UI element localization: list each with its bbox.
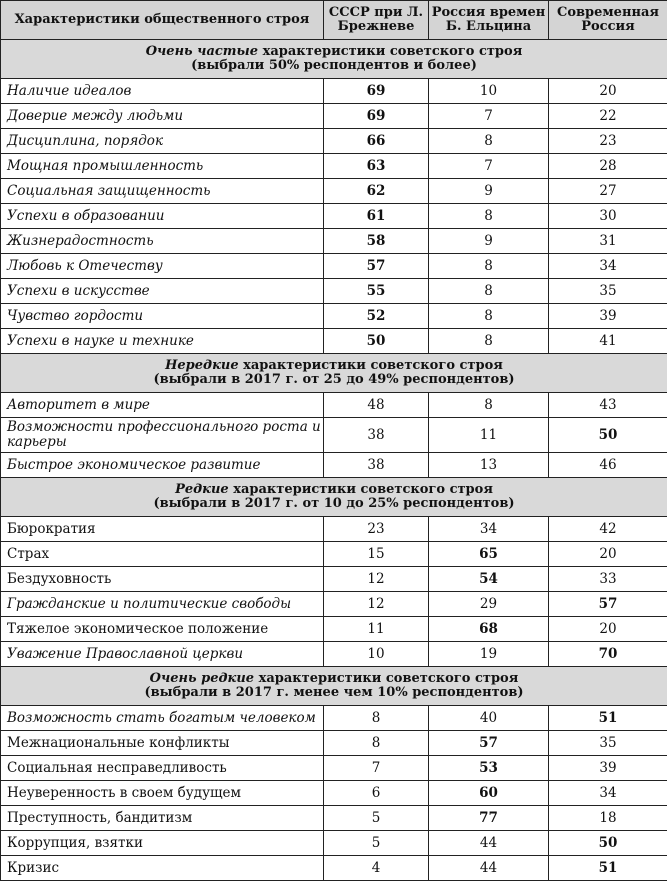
- row-label: Гражданские и политические свободы: [1, 592, 324, 617]
- value-modern: 46: [549, 453, 667, 478]
- value-ussr: 66: [324, 129, 429, 154]
- value-ussr: 38: [324, 453, 429, 478]
- section-title: [1, 40, 667, 79]
- value-ussr: 11: [324, 617, 429, 642]
- value-yeltsin: 10: [429, 79, 549, 104]
- value-yeltsin: 8: [429, 329, 549, 354]
- value-yeltsin: 53: [429, 756, 549, 781]
- value-modern: 50: [549, 831, 667, 856]
- section-title: [1, 667, 667, 706]
- value-modern: 41: [549, 329, 667, 354]
- section-header: [1, 354, 667, 393]
- value-ussr: 58: [324, 229, 429, 254]
- value-ussr: 55: [324, 279, 429, 304]
- section-title-rest: характеристики советского строя: [258, 44, 523, 59]
- table-row: [1, 129, 667, 154]
- table-row: [1, 706, 667, 731]
- value-modern: 43: [549, 393, 667, 418]
- value-yeltsin: 7: [429, 154, 549, 179]
- table-row: [1, 418, 667, 453]
- value-ussr: 12: [324, 567, 429, 592]
- section-subtitle: (выбрали в 2017 г. от 10 до 25% респондентов): [153, 496, 515, 511]
- value-modern: 20: [549, 542, 667, 567]
- table-row: [1, 856, 667, 881]
- value-yeltsin: 8: [429, 204, 549, 229]
- table-row: [1, 567, 667, 592]
- row-label: Возможность стать богатым человеком: [1, 706, 324, 731]
- value-yeltsin: 44: [429, 831, 549, 856]
- table-row: [1, 731, 667, 756]
- row-label: Успехи в образовании: [1, 204, 324, 229]
- value-ussr: 50: [324, 329, 429, 354]
- table-row: [1, 279, 667, 304]
- value-modern: 51: [549, 706, 667, 731]
- row-label: Коррупция, взятки: [1, 831, 324, 856]
- value-yeltsin: 77: [429, 806, 549, 831]
- row-label: Социальная защищенность: [1, 179, 324, 204]
- value-ussr: 69: [324, 79, 429, 104]
- row-label: Дисциплина, порядок: [1, 129, 324, 154]
- row-label: Жизнерадостность: [1, 229, 324, 254]
- section-header: [1, 40, 667, 79]
- row-label: Межнациональные конфликты: [1, 731, 324, 756]
- row-label: Чувство гордости: [1, 304, 324, 329]
- value-modern: 31: [549, 229, 667, 254]
- value-modern: 18: [549, 806, 667, 831]
- section-title-rest: характеристики советского строя: [238, 358, 503, 373]
- table-row: [1, 831, 667, 856]
- row-label: Кризис: [1, 856, 324, 881]
- value-yeltsin: 68: [429, 617, 549, 642]
- section-lead: Редкие: [175, 482, 229, 497]
- value-ussr: 61: [324, 204, 429, 229]
- value-yeltsin: 9: [429, 229, 549, 254]
- section-title: [1, 478, 667, 517]
- value-ussr: 5: [324, 831, 429, 856]
- row-label: Возможности профессионального роста и карьеры: [1, 418, 324, 453]
- table-body: [1, 40, 667, 881]
- table-row: [1, 781, 667, 806]
- header-ussr-brezhnev: СССР при Л. Брежневе: [324, 1, 429, 40]
- value-yeltsin: 44: [429, 856, 549, 881]
- row-label: Бездуховность: [1, 567, 324, 592]
- value-modern: 57: [549, 592, 667, 617]
- value-ussr: 69: [324, 104, 429, 129]
- row-label: Преступность, бандитизм: [1, 806, 324, 831]
- row-label: Любовь к Отечеству: [1, 254, 324, 279]
- table-row: [1, 806, 667, 831]
- section-lead: Нередкие: [165, 358, 239, 373]
- table-row: [1, 453, 667, 478]
- value-yeltsin: 9: [429, 179, 549, 204]
- value-yeltsin: 40: [429, 706, 549, 731]
- value-ussr: 57: [324, 254, 429, 279]
- row-label: Успехи в науке и технике: [1, 329, 324, 354]
- value-yeltsin: 34: [429, 517, 549, 542]
- value-modern: 33: [549, 567, 667, 592]
- table-row: [1, 756, 667, 781]
- value-yeltsin: 19: [429, 642, 549, 667]
- row-label: Быстрое экономическое развитие: [1, 453, 324, 478]
- section-header: [1, 478, 667, 517]
- value-modern: 30: [549, 204, 667, 229]
- row-label: Страх: [1, 542, 324, 567]
- table-row: [1, 617, 667, 642]
- row-label: Неуверенность в своем будущем: [1, 781, 324, 806]
- value-ussr: 62: [324, 179, 429, 204]
- value-ussr: 8: [324, 731, 429, 756]
- section-title-rest: характеристики советского строя: [254, 671, 519, 686]
- table-row: [1, 642, 667, 667]
- value-yeltsin: 8: [429, 304, 549, 329]
- table-row: [1, 304, 667, 329]
- value-modern: 20: [549, 617, 667, 642]
- table-row: [1, 393, 667, 418]
- section-lead: Очень частые: [145, 44, 259, 59]
- value-yeltsin: 8: [429, 279, 549, 304]
- row-label: Бюрократия: [1, 517, 324, 542]
- row-label: Наличие идеалов: [1, 79, 324, 104]
- section-lead: Очень редкие: [149, 671, 255, 686]
- row-label: Мощная промышленность: [1, 154, 324, 179]
- value-yeltsin: 8: [429, 129, 549, 154]
- section-title: [1, 354, 667, 393]
- value-yeltsin: 60: [429, 781, 549, 806]
- value-yeltsin: 54: [429, 567, 549, 592]
- table-row: [1, 79, 667, 104]
- section-subtitle: (выбрали в 2017 г. менее чем 10% респондентов): [144, 685, 524, 700]
- table-row: [1, 204, 667, 229]
- value-modern: 42: [549, 517, 667, 542]
- table-row: [1, 154, 667, 179]
- value-ussr: 38: [324, 418, 429, 453]
- value-ussr: 48: [324, 393, 429, 418]
- value-yeltsin: 65: [429, 542, 549, 567]
- value-ussr: 5: [324, 806, 429, 831]
- value-modern: 35: [549, 279, 667, 304]
- value-yeltsin: 57: [429, 731, 549, 756]
- table-row: [1, 592, 667, 617]
- value-modern: 51: [549, 856, 667, 881]
- header-russia-yeltsin: Россия времен Б. Ельцина: [429, 1, 549, 40]
- table-row: [1, 229, 667, 254]
- value-modern: 20: [549, 79, 667, 104]
- value-modern: 39: [549, 304, 667, 329]
- value-modern: 22: [549, 104, 667, 129]
- row-label: Успехи в искусстве: [1, 279, 324, 304]
- value-modern: 27: [549, 179, 667, 204]
- value-modern: 23: [549, 129, 667, 154]
- table-row: [1, 104, 667, 129]
- table-row: [1, 329, 667, 354]
- header-characteristics: Характеристики общественного строя: [1, 1, 324, 40]
- section-title-rest: характеристики советского строя: [228, 482, 493, 497]
- table-row: [1, 254, 667, 279]
- header-modern-russia: Современная Россия: [549, 1, 667, 40]
- value-ussr: 12: [324, 592, 429, 617]
- value-yeltsin: 8: [429, 393, 549, 418]
- table-row: [1, 179, 667, 204]
- value-yeltsin: 13: [429, 453, 549, 478]
- value-ussr: 8: [324, 706, 429, 731]
- value-ussr: 4: [324, 856, 429, 881]
- value-modern: 28: [549, 154, 667, 179]
- value-yeltsin: 8: [429, 254, 549, 279]
- value-modern: 50: [549, 418, 667, 453]
- value-modern: 34: [549, 781, 667, 806]
- header-row: [1, 1, 667, 40]
- row-label: Уважение Православной церкви: [1, 642, 324, 667]
- value-yeltsin: 29: [429, 592, 549, 617]
- value-yeltsin: 7: [429, 104, 549, 129]
- value-ussr: 10: [324, 642, 429, 667]
- value-ussr: 7: [324, 756, 429, 781]
- section-header: [1, 667, 667, 706]
- row-label: Социальная несправедливость: [1, 756, 324, 781]
- value-ussr: 15: [324, 542, 429, 567]
- value-yeltsin: 11: [429, 418, 549, 453]
- value-modern: 39: [549, 756, 667, 781]
- table-row: [1, 542, 667, 567]
- section-subtitle: (выбрали в 2017 г. от 25 до 49% респондентов): [153, 372, 515, 387]
- row-label: Тяжелое экономическое положение: [1, 617, 324, 642]
- row-label: Авторитет в мире: [1, 393, 324, 418]
- value-ussr: 63: [324, 154, 429, 179]
- section-subtitle: (выбрали 50% респондентов и более): [191, 58, 477, 73]
- value-ussr: 52: [324, 304, 429, 329]
- value-modern: 34: [549, 254, 667, 279]
- row-label: Доверие между людьми: [1, 104, 324, 129]
- table-row: [1, 517, 667, 542]
- value-modern: 70: [549, 642, 667, 667]
- value-ussr: 23: [324, 517, 429, 542]
- value-modern: 35: [549, 731, 667, 756]
- value-ussr: 6: [324, 781, 429, 806]
